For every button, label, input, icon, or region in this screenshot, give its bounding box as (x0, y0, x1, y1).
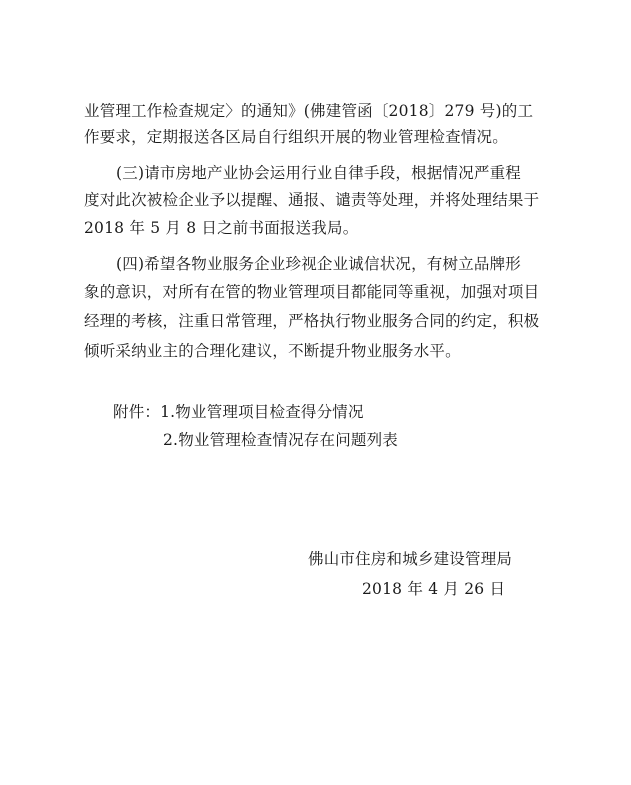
body-line-7: 象的意识，对所有在管的物业管理项目都能同等重视，加强对项目 (84, 283, 540, 301)
body-line-9: 倾听采纳业主的合理化建议，不断提升物业服务水平。 (84, 342, 461, 360)
body-line-4: 度对此次被检企业予以提醒、通报、谴责等处理，并将处理结果于 (84, 191, 540, 209)
body-line-8: 经理的考核，注重日常管理，严格执行物业服务合同的约定，积极 (84, 312, 540, 330)
signature-organization: 佛山市住房和城乡建设管理局 (308, 550, 513, 568)
signature-date: 2018 年 4 月 26 日 (362, 580, 506, 598)
body-line-3: (三)请市房地产业协会运用行业自律手段，根据情况严重程 (116, 164, 521, 182)
body-line-5: 2018 年 5 月 8 日之前书面报送我局。 (84, 219, 359, 237)
attachment-line-1: 附件：1.物业管理项目检查得分情况 (113, 403, 364, 421)
attachment-line-2: 2.物业管理检查情况存在问题列表 (163, 431, 398, 449)
body-line-2: 作要求，定期报送各区局自行组织开展的物业管理检查情况。 (84, 128, 508, 146)
body-line-6: (四)希望各物业服务企业珍视企业诚信状况，有树立品牌形 (116, 255, 521, 273)
body-line-1: 业管理工作检查规定〉的通知》(佛建管函〔2018〕279 号)的工 (84, 102, 534, 120)
